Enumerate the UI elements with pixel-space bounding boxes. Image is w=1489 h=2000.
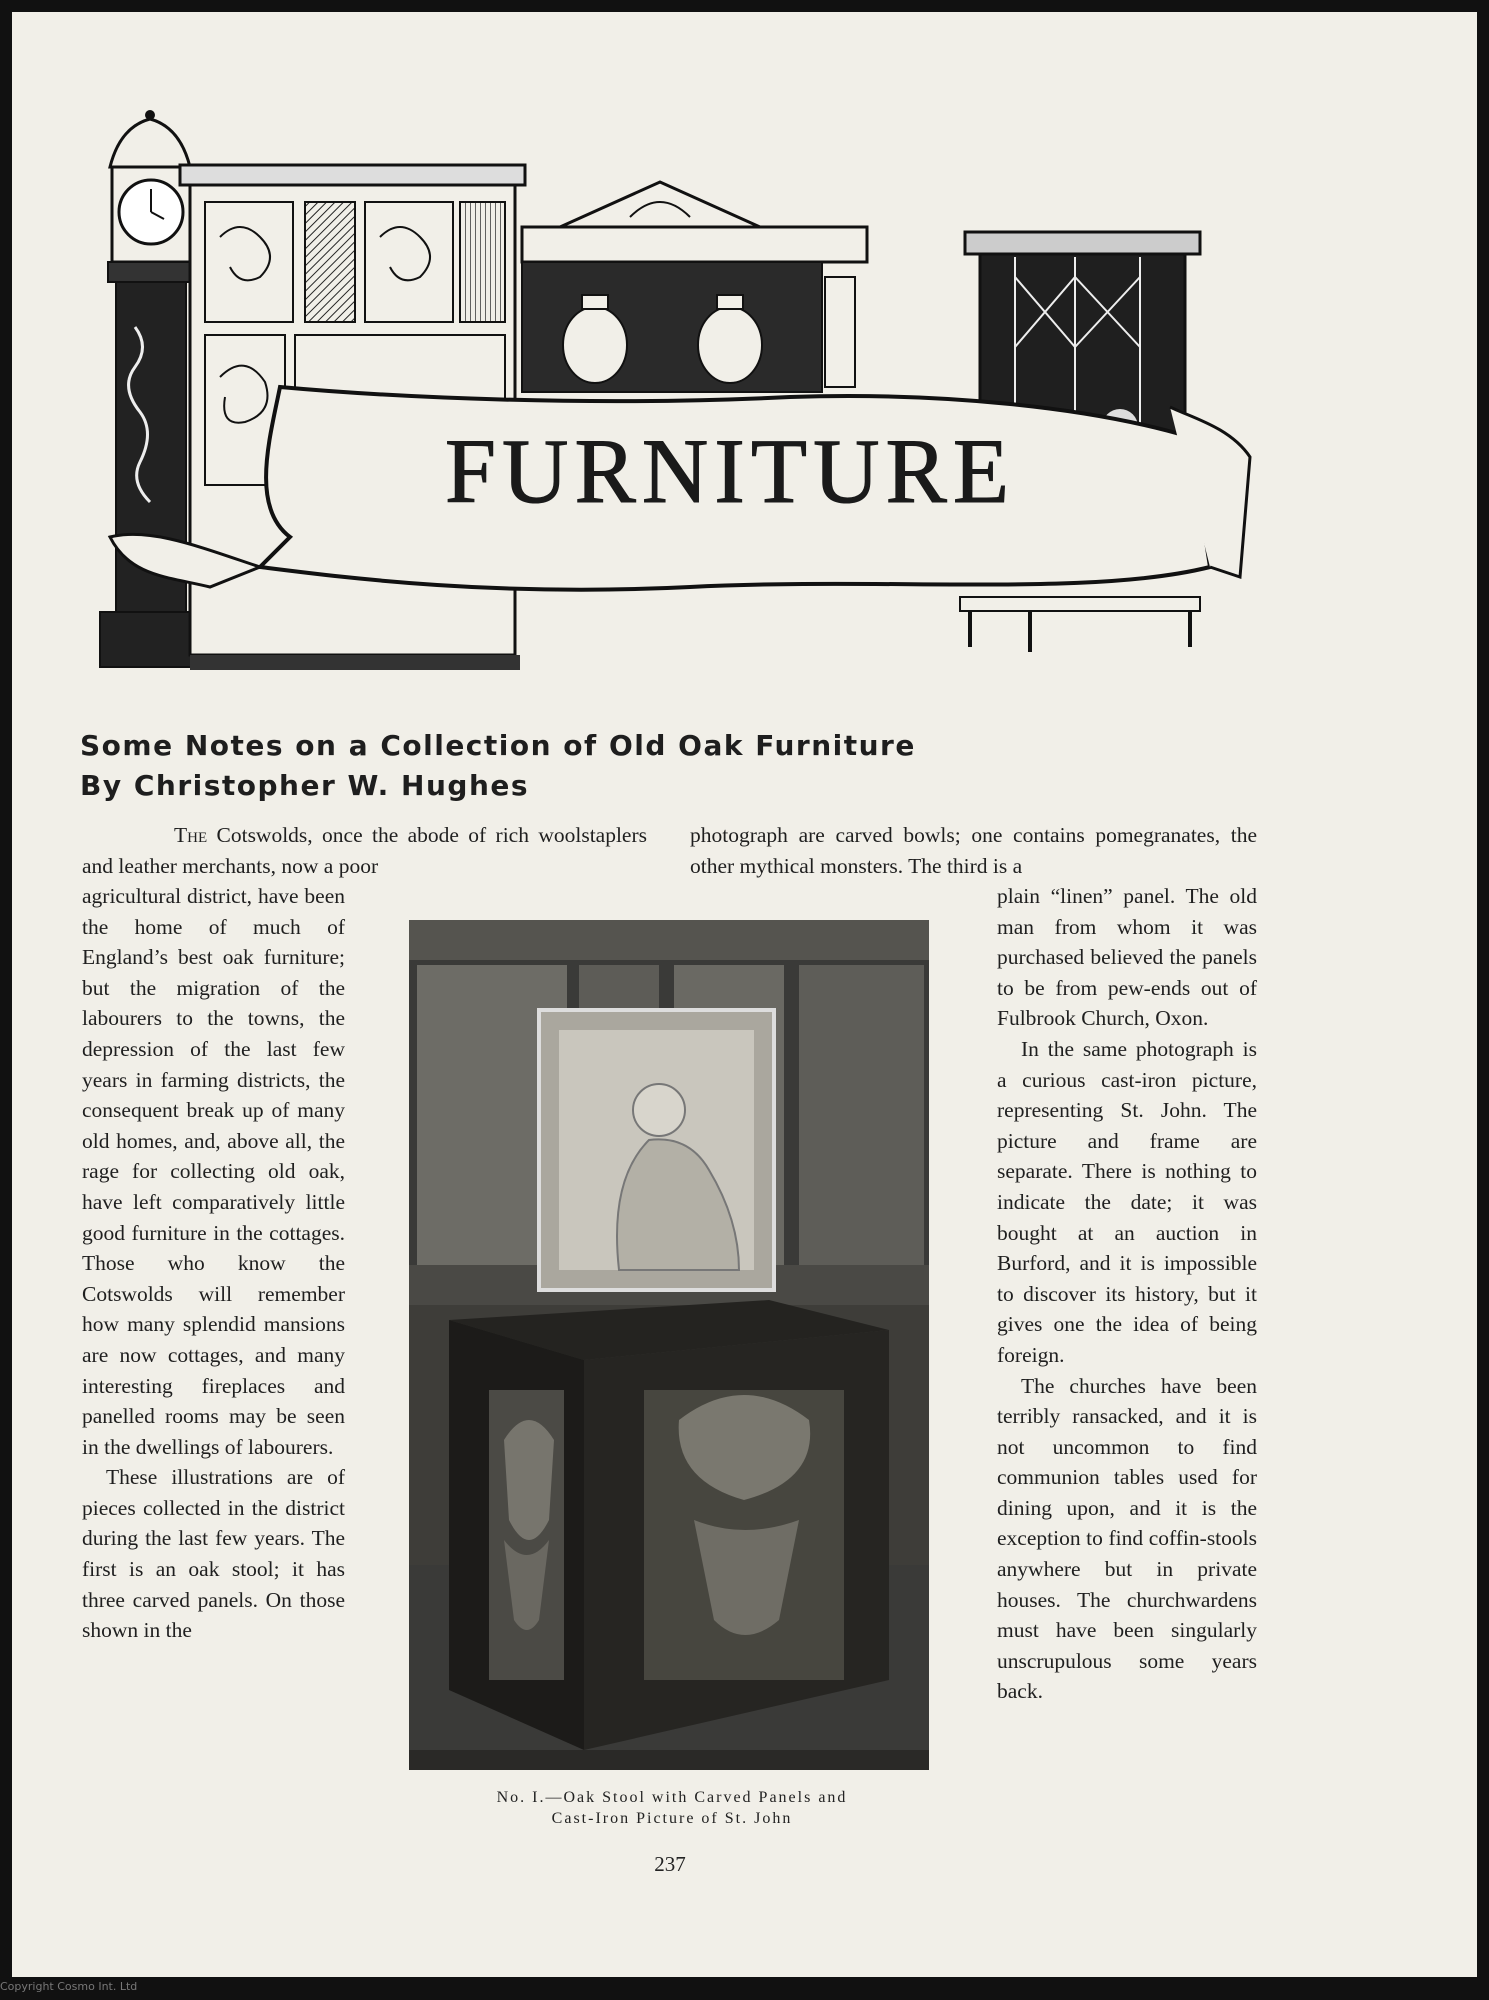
paragraph: plain “linen” panel. The old man from whom it was purchased believed the panels to be from pew-ends out of Fulbrook Church, Oxon.: [997, 884, 1257, 1031]
pediment-dresser-drawing: [522, 182, 867, 392]
oak-stool-photograph: [409, 920, 929, 1770]
figure-caption: [402, 1787, 942, 1829]
caption-line: Cast-Iron Picture of St. John: [551, 1810, 793, 1827]
magazine-page: [12, 12, 1477, 1977]
right-column: [997, 881, 1257, 1707]
paragraph: In the same photograph is a curious cast-iron picture, representing St. John. The picture and frame are separate. There is nothing to indicate the date; it was bought at an auction in Burford, and it is impossible to discover its history, but it gives one the idea of being foreign.: [997, 1036, 1257, 1367]
paragraph: agricultural district, have been the home of much of England’s best oak furniture; but the migration of the labourers to the towns, the depression of the last few years in farming districts, the consequent break up of many old homes, and, above all, the rage for collecting old oak, have left comparatively little good furniture in the cottages. Those who know the Cotswolds will remember how many splendid mansions are now cottages, and many interesting fireplaces and panelled rooms may be seen in the dwellings of labourers.: [82, 884, 345, 1459]
opening-word: The: [174, 823, 208, 847]
intro-text-left: [82, 820, 647, 881]
article-title: [80, 726, 1080, 806]
banner-scroll: [110, 387, 1250, 590]
paragraph: These illustrations are of pieces collected in the district during the last few years. The first is an oak stool; it has three carved panels. On those shown in the: [82, 1465, 345, 1643]
carved-oak-stool: [449, 1300, 889, 1750]
page-number: 237: [654, 1852, 686, 1876]
article-byline: By Christopher W. Hughes: [80, 769, 530, 802]
copyright-watermark: Copyright Cosmo Int. Ltd: [0, 1980, 138, 1993]
paragraph: The churches have been terribly ransacked, and it is not uncommon to find communion tables used for dining upon, and it is the exception to find coffin-stools anywhere but in private houses. The churchwardens must have been singularly unscrupulous some years back.: [997, 1373, 1257, 1704]
article-title-line: Some Notes on a Collection of Old Oak Furniture: [80, 729, 916, 762]
intro-text-left-body: Cotswolds, once the abode of rich woolstaplers and leather merchants, now a poor: [82, 823, 648, 878]
grandfather-clock-drawing: [100, 110, 200, 667]
cast-iron-picture: [539, 1010, 774, 1290]
intro-text-right: photograph are carved bowls; one contains pomegranates, the other mythical monsters. The third is a: [690, 823, 1257, 878]
banner-title: FURNITURE: [444, 420, 1016, 522]
caption-line: No. I.—Oak Stool with Carved Panels and: [496, 1789, 848, 1806]
left-column: [82, 881, 345, 1646]
furniture-header-illustration: [90, 107, 1255, 682]
